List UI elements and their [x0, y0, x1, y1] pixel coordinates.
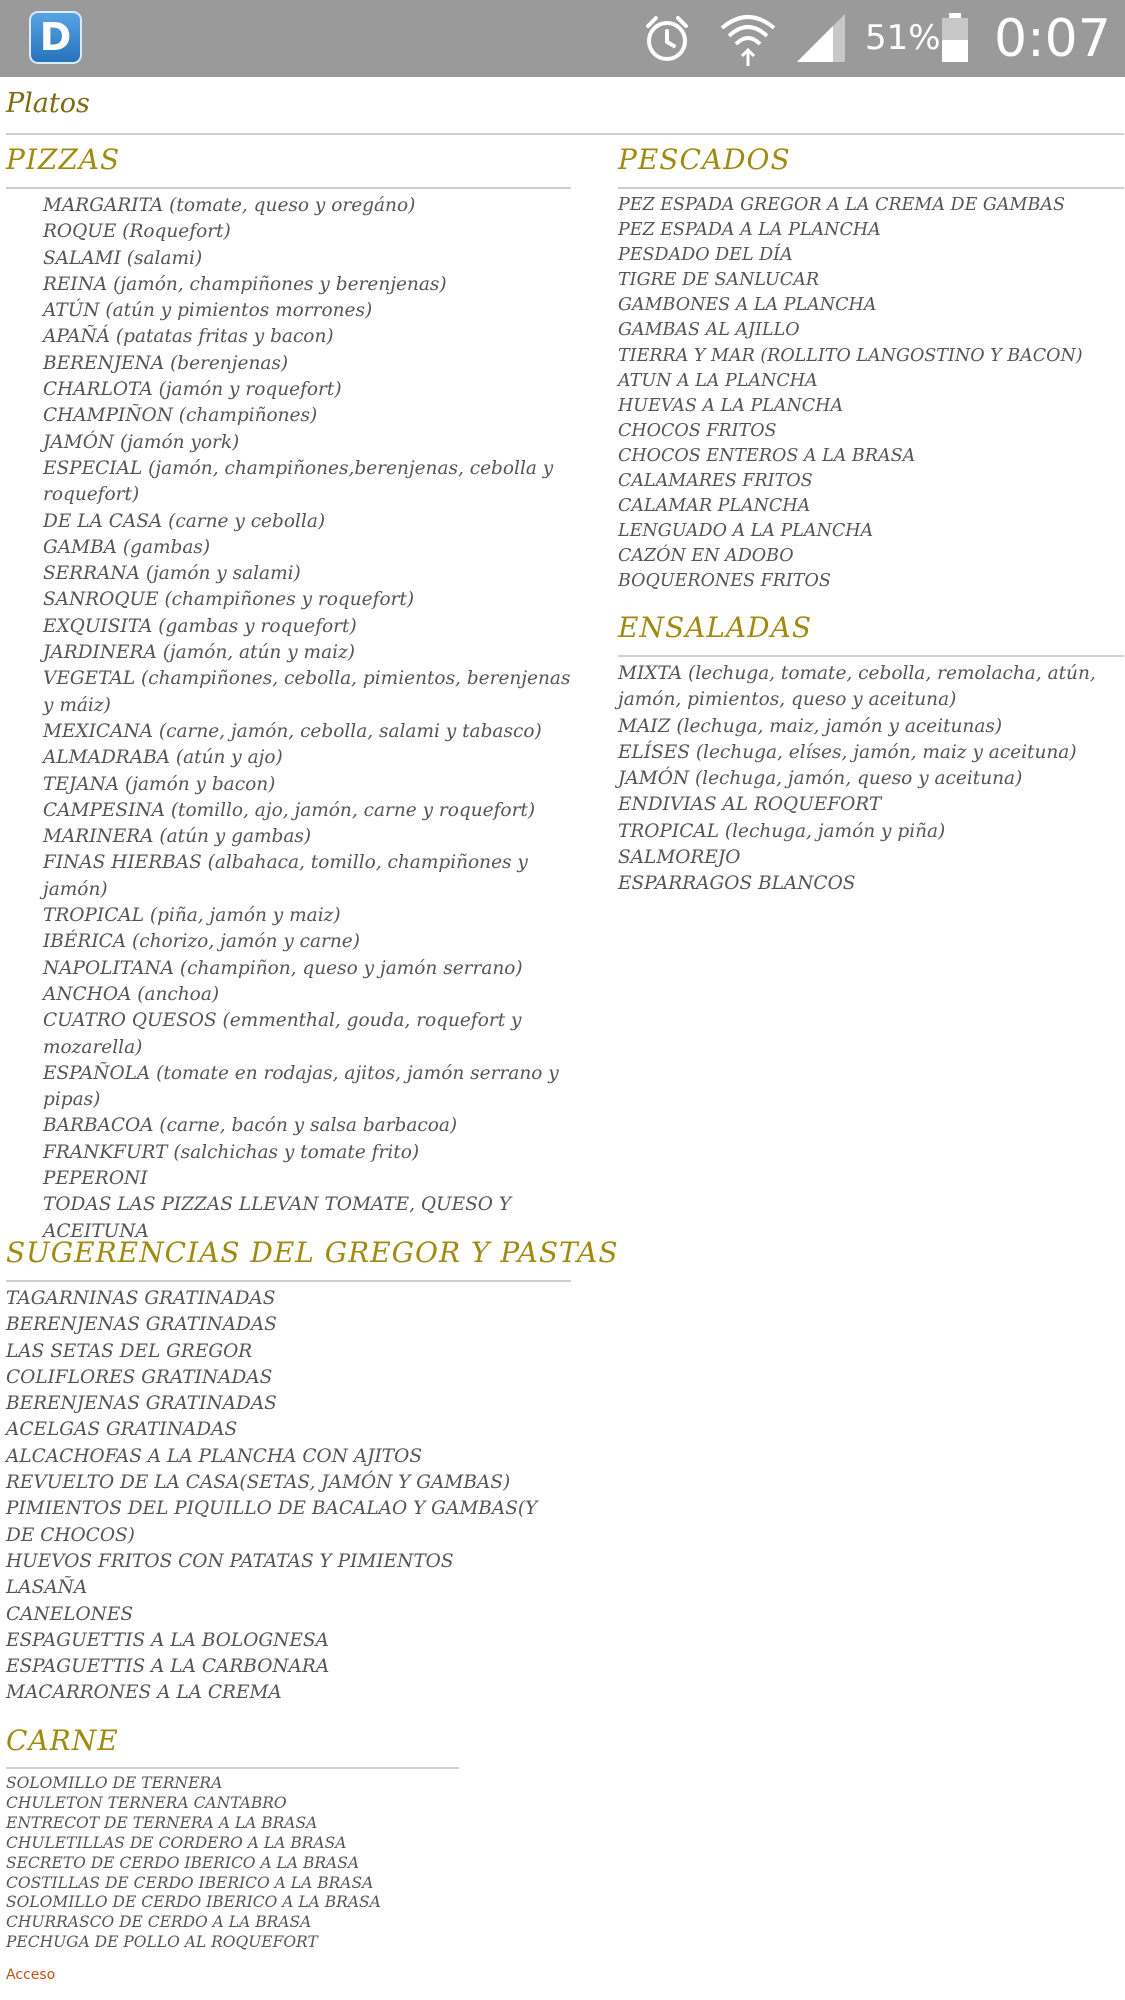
pescados-divider [618, 187, 1124, 189]
menu-item: PECHUGA DE POLLO AL ROQUEFORT [6, 1933, 318, 1952]
sugerencias-divider [6, 1280, 571, 1282]
alarm-icon [640, 12, 694, 66]
menu-item: BERENJENAS GRATINADAS [6, 1314, 277, 1336]
status-bar [0, 0, 1125, 77]
title-divider [6, 133, 1124, 135]
menu-item: ANCHOA (anchoa) [43, 983, 220, 1005]
menu-item: ALCACHOFAS A LA PLANCHA CON AJITOS [6, 1445, 422, 1467]
menu-item: EXQUISITA (gambas y roquefort) [43, 615, 357, 637]
pescados-list [618, 193, 1124, 595]
menu-item: MARGARITA (tomate, queso y oregáno) [43, 195, 416, 216]
battery-icon [940, 12, 970, 64]
menu-item: JAMÓN (lechuga, jamón, queso y aceituna) [618, 768, 1023, 790]
menu-item: VEGETAL (champiñones, cebolla, pimientos, berenjenas y máiz) [43, 668, 571, 716]
menu-item: PIMIENTOS DEL PIQUILLO DE BACALAO Y GAMBAS(Y DE CHOCOS) [6, 1498, 538, 1546]
menu-item: JAMÓN (jamón york) [43, 431, 240, 453]
menu-item: TODAS LAS PIZZAS LLEVAN TOMATE, QUESO Y ACEITUNA [43, 1194, 512, 1242]
menu-item: REVUELTO DE LA CASA(SETAS, JAMÓN Y GAMBAS) [6, 1472, 511, 1494]
menu-item: TROPICAL (piña, jamón y maiz) [43, 905, 341, 927]
carne-divider [6, 1767, 459, 1769]
menu-item: ESPAGUETTIS A LA BOLOGNESA [6, 1629, 329, 1651]
menu-item: MIXTA (lechuga, tomate, cebolla, remolacha, atún, jamón, pimientos, queso y aceituna) [618, 663, 1096, 711]
menu-item: SERRANA (jamón y salami) [43, 563, 301, 585]
sugerencias-heading: SUGERENCIAS DEL GREGOR Y PASTAS [6, 1236, 619, 1269]
menu-item: CHARLOTA (jamón y roquefort) [43, 379, 342, 401]
menu-item: TEJANA (jamón y bacon) [43, 773, 276, 795]
menu-item: LASAÑA [6, 1577, 88, 1599]
menu-item: SALAMI (salami) [43, 247, 203, 269]
acceso-link[interactable]: Acceso [6, 1967, 56, 1983]
menu-item: NAPOLITANA (champiñon, queso y jamón serrano) [43, 957, 523, 979]
menu-item: BOQUERONES FRITOS [618, 571, 831, 592]
menu-item: TIGRE DE SANLUCAR [618, 270, 820, 291]
menu-item: ENTRECOT DE TERNERA A LA BRASA [6, 1813, 318, 1832]
menu-item: TROPICAL (lechuga, jamón y piña) [618, 820, 946, 842]
menu-item: ELÍSES (lechuga, elíses, jamón, maiz y aceituna) [618, 741, 1077, 763]
menu-item: CHULETILLAS DE CORDERO A LA BRASA [6, 1833, 347, 1852]
menu-item: BARBACOA (carne, bacón y salsa barbacoa) [43, 1115, 458, 1137]
menu-item: BERENJENA (berenjenas) [43, 352, 289, 374]
menu-item: CUATRO QUESOS (emmenthal, gouda, roquefort y mozarella) [43, 1010, 522, 1058]
menu-item: SANROQUE (champiñones y roquefort) [43, 589, 415, 611]
menu-item: PEZ ESPADA A LA PLANCHA [618, 220, 881, 241]
menu-item: CHULETON TERNERA CANTABRO [6, 1793, 287, 1812]
menu-item: CHAMPIÑON (champiñones) [43, 405, 318, 427]
menu-item: GAMBA (gambas) [43, 536, 211, 558]
menu-item: ALMADRABA (atún y ajo) [43, 747, 283, 769]
menu-item: PEZ ESPADA GREGOR A LA CREMA DE GAMBAS [618, 195, 1065, 215]
menu-item: CALAMAR PLANCHA [618, 496, 811, 517]
menu-item: SOLOMILLO DE TERNERA [6, 1774, 223, 1792]
menu-item: DE LA CASA (carne y cebolla) [43, 510, 326, 532]
menu-item: MAIZ (lechuga, maiz, jamón y aceitunas) [618, 715, 1003, 737]
menu-item: SALMOREJO [618, 847, 741, 869]
menu-item: SOLOMILLO DE CERDO IBERICO A LA BRASA [6, 1893, 381, 1912]
menu-item: ESPARRAGOS BLANCOS [618, 873, 856, 895]
menu-item: COLIFLORES GRATINADAS [6, 1366, 273, 1388]
menu-item: ESPECIAL (jamón, champiñones,berenjenas, cebolla y roquefort) [43, 457, 554, 506]
menu-item: HUEVOS FRITOS CON PATATAS Y PIMIENTOS [6, 1550, 454, 1572]
clock: 0:07 [994, 9, 1111, 69]
menu-item: CALAMARES FRITOS [618, 471, 813, 492]
page-title: Platos [6, 88, 90, 119]
menu-item: APAÑÁ (patatas fritas y bacon) [43, 326, 334, 348]
menu-item: LENGUADO A LA PLANCHA [618, 521, 874, 542]
menu-item: REINA (jamón, champiñones y berenjenas) [43, 273, 447, 295]
pizzas-divider [6, 187, 571, 189]
carne-list [6, 1774, 606, 1953]
pescados-heading: PESCADOS [618, 143, 791, 176]
menu-item: SECRETO DE CERDO IBERICO A LA BRASA [6, 1853, 360, 1872]
menu-item: ROQUE (Roquefort) [43, 221, 231, 243]
pizzas-heading: PIZZAS [6, 143, 121, 176]
battery-percent: 51% [865, 18, 941, 58]
menu-item: TAGARNINAS GRATINADAS [6, 1288, 276, 1309]
menu-item: FRANKFURT (salchichas y tomate frito) [43, 1141, 420, 1163]
menu-item: CHOCOS FRITOS [618, 420, 777, 441]
menu-item: PEPERONI [43, 1167, 148, 1189]
menu-item: GAMBAS AL AJILLO [618, 320, 800, 341]
app-logo-icon[interactable]: D [29, 11, 82, 64]
menu-item: MACARRONES A LA CREMA [6, 1682, 282, 1704]
pizzas-list [43, 193, 571, 1245]
ensaladas-heading: ENSALADAS [618, 611, 813, 644]
menu-item: FINAS HIERBAS (albahaca, tomillo, champiñones y jamón) [43, 852, 528, 900]
menu-item: MEXICANA (carne, jamón, cebolla, salami y tabasco) [43, 720, 542, 742]
menu-item: ATUN A LA PLANCHA [618, 370, 818, 391]
menu-item: CANELONES [6, 1603, 134, 1625]
menu-item: HUEVAS A LA PLANCHA [618, 395, 844, 416]
menu-item: TIERRA Y MAR (ROLLITO LANGOSTINO Y BACON) [618, 345, 1083, 366]
menu-item: ESPAÑOLA (tomate en rodajas, ajitos, jamón serrano y pipas) [43, 1062, 559, 1111]
menu-item: ESPAGUETTIS A LA CARBONARA [6, 1656, 330, 1678]
menu-item: CAZÓN EN ADOBO [618, 546, 794, 567]
menu-item: LAS SETAS DEL GREGOR [6, 1340, 253, 1362]
ensaladas-list [618, 661, 1124, 898]
menu-item: COSTILLAS DE CERDO IBERICO A LA BRASA [6, 1873, 374, 1892]
menu-item: ACELGAS GRATINADAS [6, 1419, 238, 1441]
menu-item: CHURRASCO DE CERDO A LA BRASA [6, 1913, 312, 1932]
menu-item: BERENJENAS GRATINADAS [6, 1393, 277, 1415]
menu-item: ENDIVIAS AL ROQUEFORT [618, 794, 882, 816]
menu-item: MARINERA (atún y gambas) [43, 826, 312, 848]
ensaladas-divider [618, 655, 1124, 657]
signal-icon [795, 12, 847, 64]
menu-item: PESDADO DEL DÍA [618, 245, 793, 266]
menu-item: CAMPESINA (tomillo, ajo, jamón, carne y roquefort) [43, 799, 536, 821]
menu-item: JARDINERA (jamón, atún y maiz) [43, 642, 356, 664]
menu-item: IBÉRICA (chorizo, jamón y carne) [43, 931, 360, 953]
sugerencias-list [6, 1286, 571, 1707]
carne-heading: CARNE [6, 1724, 119, 1757]
menu-item: ATÚN (atún y pimientos morrones) [43, 300, 373, 322]
menu-item: GAMBONES A LA PLANCHA [618, 295, 877, 316]
menu-item: CHOCOS ENTEROS A LA BRASA [618, 445, 916, 466]
wifi-icon [718, 8, 778, 68]
